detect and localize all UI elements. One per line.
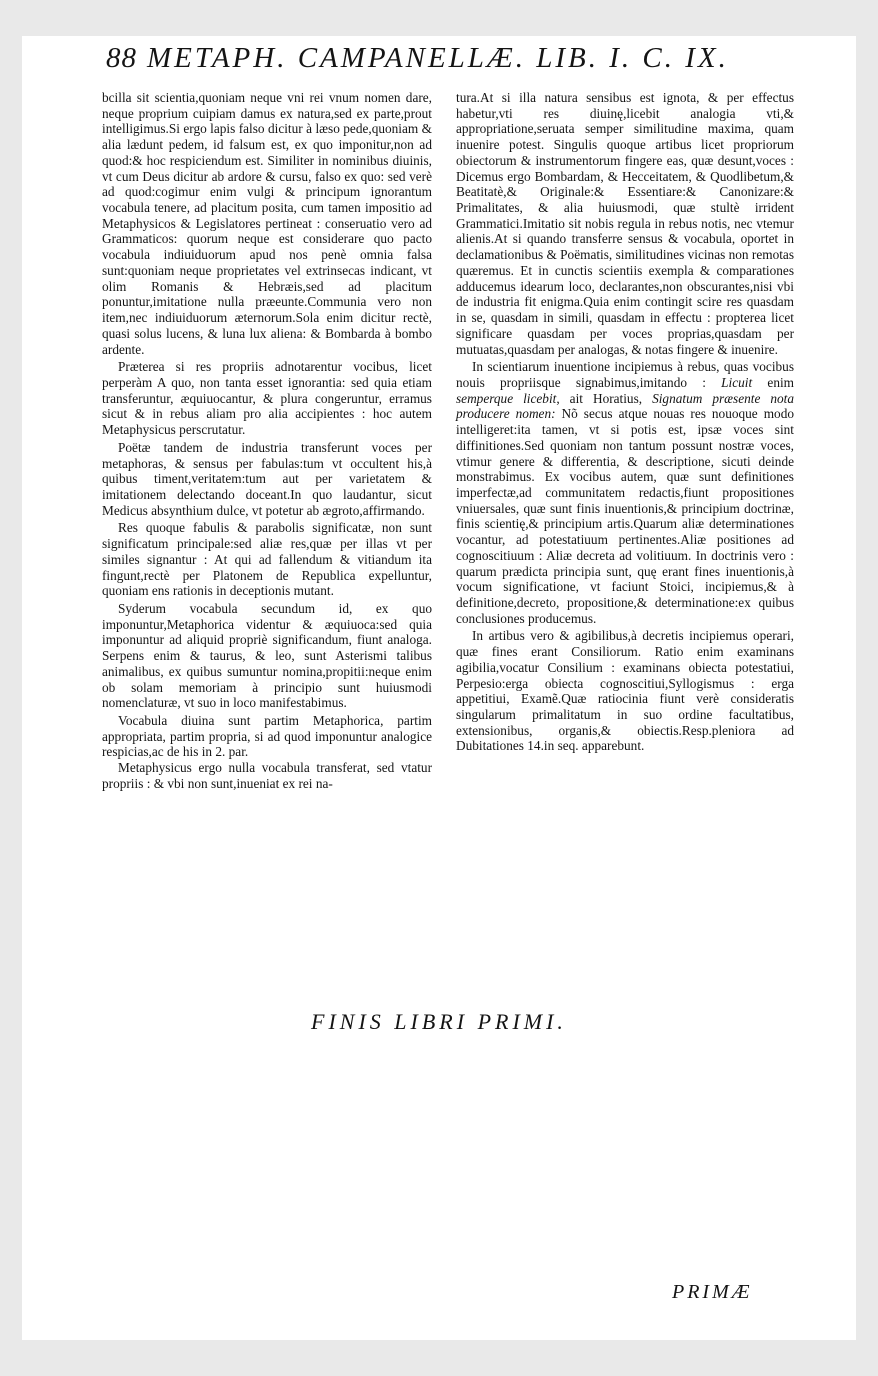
- paragraph: Poëtæ tandem de industria transferunt voces per metaphoras, & sensus per fabulas:tum vt occultent his,à quibus timent,veritatem:tum aut per varietatem & imitationem delectando doceant.In quo laudantur, sicut Medicus absynthium dulce, vt potetur ab ægroto,affirmando.: [102, 439, 432, 518]
- book-page: [22, 36, 856, 1340]
- text-run: , ait Horatius,: [556, 390, 643, 406]
- catchword: PRIMÆ: [672, 1281, 753, 1303]
- book-end-title: FINIS LIBRI PRIMI.: [311, 1009, 567, 1034]
- paragraph: In artibus vero & agibilibus,à decretis incipiemus operari, quæ fines erant Consiliorum. Ratio enim examinans agibilia,vocatur Consilium : examinans obiecta potestatiui, Perpesio:erga obiecta cognoscitiui,Syllogismus : erga appetitiui, Examẽ.Quæ ratiocinia fiunt verè consideratis singularum primalitatum in suo ordine facultatibus, extensionibus, organis,& obiectis.Resp.pleniora ad Dubitationes 14.in seq. apparebunt.: [456, 628, 794, 754]
- text-run: enim: [767, 374, 795, 390]
- running-head: [106, 42, 796, 75]
- quotation: Licuit: [721, 374, 753, 390]
- paragraph: Metaphysicus ergo nulla vocabula transferat, sed vtatur propriis : & vbi non sunt,inueniat ex rei na-: [102, 760, 432, 791]
- paragraph: tura.At si illa natura sensibus est ignota, & per effectus habetur,vti res diuinę,licebit analogia vti,& appropriatione,seruata semper similitudine maxima, quam inuenire potest. Singulis quoque artibus licet propriorum obiectorum & instrumentorum fingere eas, quæ desunt,voces : Dicemus ergo Bombardam, & Hecceitatem, & Quodlibetum,& Beatitatè,& Originale:& Essentiare:& Canonizare:& Primalitates, & alia huiusmodi, quæ stultè irrident Grammatici.Imitatio sit nobis regula in rebus notis, nec vtemur alienis.At si quando transferre sensus & vocabula, oportet in declamationibus & Poëmatis, similitudines vicinas non remotas quæremus. Et in cunctis scientiis exempla & comparationes adducemus idearum loco, declarantes,non obscurantes,nisi vbi de industria fit enigma.Quia enim contingit scire res quasdam in se, quasdam in simili, quasdam in effectu : propterea licet significare quasdam per voces proprias,quasdam per mutuatas,quasdam per analogas, & notas fingere & inuenire.: [456, 90, 794, 357]
- paragraph: Res quoque fabulis & parabolis significatæ, non sunt significatum principale:sed aliæ res,quæ per illas vt per similes signantur : At qui ad fallendum & vitiandum ita fingunt,rectè per Platonem de Republica expelluntur, quoniam ens rationis in deceptionis mutant.: [102, 520, 432, 599]
- paragraph: bcilla sit scientia,quoniam neque vni rei vnum nomen dare, neque proprium cuipiam damus ex natura,sed ex parte,prout intelligimus.Si ergo lapis falso dicitur à læso pede,quoniam & alia lædunt pedem, id falsum est, ex quo imponitur,non ad quod:& hoc respiciendum est. Similiter in nominibus diuinis, vt cum Deus dicitur ab ardore & cursu, falso ex quo: sed verè ad quod:cogimur enim vulgi & principum ignorantum vocabula tenere, ad placitum posita, cum tamen impositio ad Metaphysicos & Legislatores pertineat : conseruatio vero ad Grammaticos: quorum neque est considerare quo pacto vocabula indiuiduorum apud nos penè omnia falsa sunt:quoniam neque proprietates vel extrinsecas indicant, vt olim Romanis & Hebræis,sed ad placitum ponuntur,imitatione nulla præeunte.Communia vero non item,nec indiuiduorum æternorum.Sola enim dicitur rectè, quasi solus lucens, & luna lux aliena: & Bombarda à bombo ardente.: [102, 90, 432, 357]
- quotation: Signatum præsente nota producere nomen:: [456, 390, 794, 422]
- running-title: METAPH. CAMPANELLÆ. LIB. I. C. IX.: [147, 42, 729, 74]
- page-number: 88: [106, 42, 137, 74]
- paragraph: Præterea si res propriis adnotarentur vocibus, licet perperàm A quo, non tanta esset ignorantia: sed quia etiam transferuntur, æquiuocantur, & plura congeruntur, erramus sicut & in rebus aliam pro alia accipientes : hoc autem Metaphysicus perscrutatur.: [102, 359, 432, 438]
- text-run: In scientiarum inuentione incipiemus à rebus, quas vocibus nouis propriisque signabimus,imitando :: [456, 359, 794, 390]
- paragraph: Vocabula diuina sunt partim Metaphorica, partim appropriata, partim propria, si ad quod imponuntur analogice respicias,ac de his in 2. par.: [102, 713, 432, 760]
- quotation: semperque licebit: [456, 390, 557, 406]
- text-run: Nõ secus atque nouas res nouoque modo intelligeret:ita tamen, vt si potis est, ipsæ voces sint diffinitiones.Sed quoniam non tantum possunt nostræ voces, vtimur genere & differentia, & descriptione, sicuti deinde monstrabimus. Ex vocibus autem, quæ sunt definitiones imperfectæ,ad communitatem redactis,fiunt propositiones vniuersales, quæ sunt finis inuentionis,& principium doctrinæ, finis scientię,& principium artis.Quarum aliæ determinationes vocantur, ad potestatiuum pertinentes.Aliæ positiones ad cognoscitiuum : Aliæ decreta ad volitiuum. In doctrinis vero : quarum prædicta principia sunt, quę erant fines inuentionis,à vocum significatione, vt faciunt Stoici, incipiemus,& à definitione,decreto, propositione,& determinatione:ex quibus conclusiones producemus.: [456, 406, 794, 626]
- left-column: [102, 90, 432, 792]
- right-column: [456, 90, 794, 754]
- paragraph: Syderum vocabula secundum id, ex quo imponuntur,Metaphorica videntur & æquiuoca:sed quia imponuntur ad aliquid propriè significandum, fiunt analoga. Serpens enim & taurus, & leo, sunt Asterismi talibus animalibus, ex quibus sumuntur nomina,propitii:neque enim ob solam memoriam à principio sunt huiusmodi nomenclaturæ, vt suo in loco manifestabimus.: [102, 601, 432, 711]
- paragraph: [456, 359, 794, 626]
